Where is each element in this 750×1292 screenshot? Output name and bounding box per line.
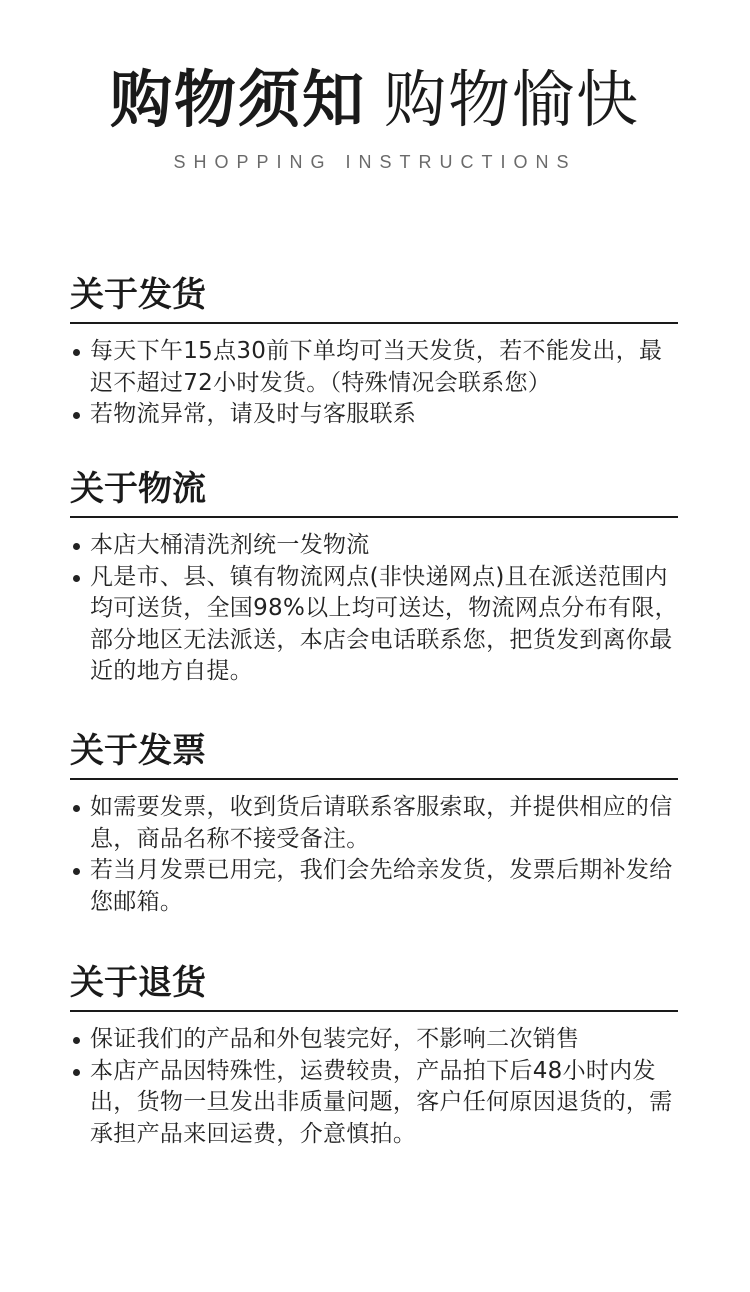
bullet-icon [73, 1069, 80, 1076]
item-text: 每天下午15点30前下单均可当天发货，若不能发出，最迟不超过72小时发货。（特殊情况会联系您） [90, 338, 663, 396]
list-item [70, 792, 678, 855]
list-item [70, 399, 678, 431]
section-title: 关于发票 [70, 728, 678, 780]
section-list [70, 1024, 678, 1150]
bullet-icon [73, 805, 80, 812]
item-text: 本店产品因特殊性，运费较贵，产品拍下后48小时内发出，货物一旦发出非质量问题，客户任何原因退货的，需承担产品来回运费，介意慎拍。 [90, 1057, 673, 1147]
section-logistics [70, 466, 678, 688]
section-list [70, 336, 678, 431]
item-text: 如需要发票，收到货后请联系客服索取，并提供相应的信息，商品名称不接受备注。 [90, 794, 673, 852]
list-item [70, 562, 678, 688]
section-returns [70, 960, 678, 1150]
section-list [70, 792, 678, 918]
item-text: 凡是市、县、镇有物流网点(非快递网点)且在派送范围内均可送货，全国98%以上均可送达，物流网点分布有限，部分地区无法派送，本店会电话联系您，把货发到离你最近的地方自提。 [90, 563, 678, 684]
item-text: 保证我们的产品和外包装完好，不影响二次销售 [90, 1026, 580, 1052]
item-text: 若物流异常，请及时与客服联系 [90, 401, 417, 427]
title-bold: 购物须知 [109, 63, 366, 136]
section-title: 关于物流 [70, 466, 678, 518]
bullet-icon [73, 868, 80, 875]
section-title: 关于退货 [70, 960, 678, 1012]
page-title [0, 60, 750, 140]
page-subtitle: SHOPPING INSTRUCTIONS [173, 152, 577, 172]
item-text: 本店大桶清洗剂统一发物流 [90, 532, 370, 558]
list-item [70, 530, 678, 562]
bullet-icon [73, 575, 80, 582]
list-item [70, 1056, 678, 1151]
section-shipping [70, 272, 678, 431]
bullet-icon [73, 543, 80, 550]
section-list [70, 530, 678, 688]
list-item [70, 336, 678, 399]
title-light: 购物愉快 [384, 63, 641, 136]
item-text: 若当月发票已用完，我们会先给亲发货，发票后期补发给您邮箱。 [90, 857, 673, 915]
list-item [70, 1024, 678, 1056]
list-item [70, 855, 678, 918]
bullet-icon [73, 1037, 80, 1044]
section-title: 关于发货 [70, 272, 678, 324]
bullet-icon [73, 412, 80, 419]
page-header [0, 60, 750, 173]
section-invoice [70, 728, 678, 918]
bullet-icon [73, 349, 80, 356]
